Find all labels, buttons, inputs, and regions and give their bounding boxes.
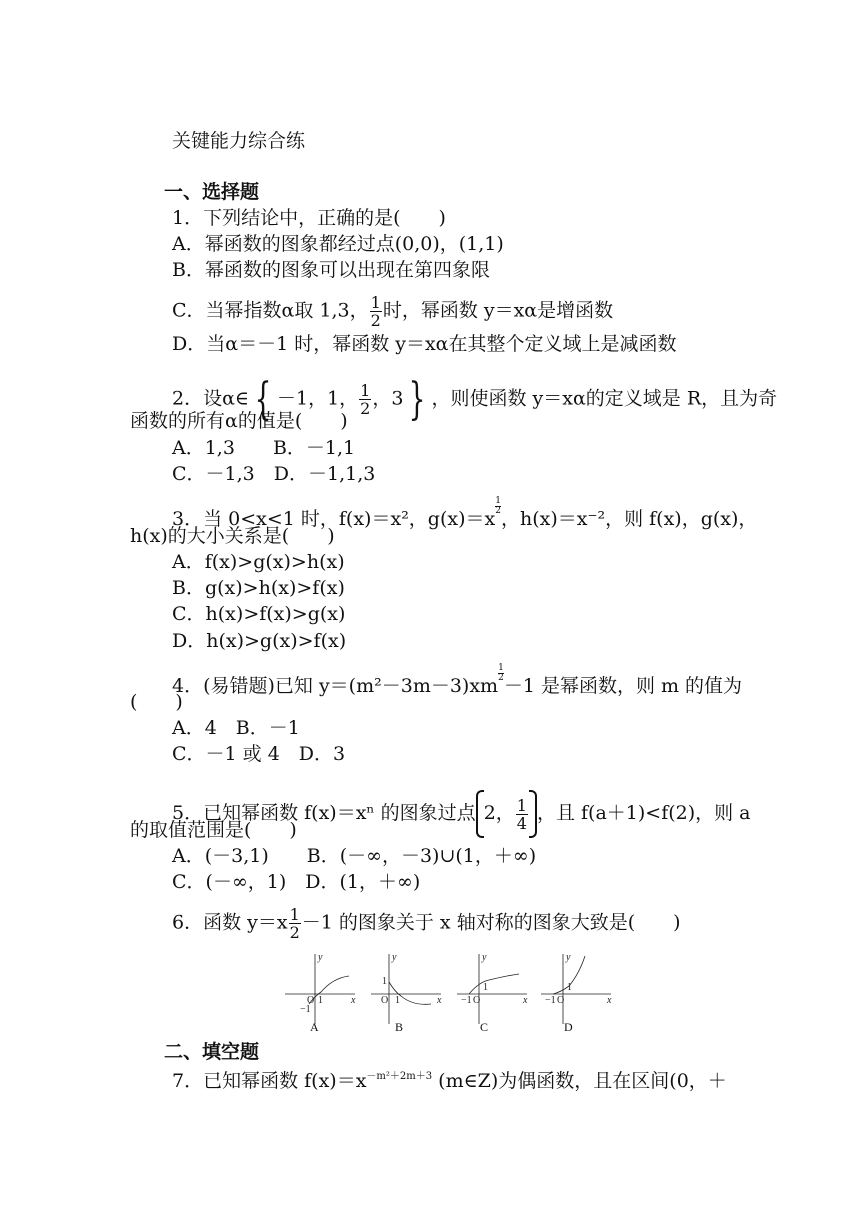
q3-line1-a: 3．当 0<x<1 时，f(x)＝x²，g(x)＝x <box>172 508 496 530</box>
q7-pre: 7．已知幂函数 f(x)＝x <box>172 1070 367 1092</box>
q4-line1-b: －1 是幂函数，则 m 的值为 <box>503 675 743 697</box>
axis-label: x <box>607 995 612 1006</box>
q5-point: 2， <box>483 802 515 824</box>
q4-options-cd: C．－1 或 4 D．3 <box>172 743 346 765</box>
q5-line2: 的取值范围是( ) <box>130 819 297 841</box>
frac-num: 1 <box>370 293 381 312</box>
axis-label: −1 <box>300 1004 311 1015</box>
fraction-one-half <box>370 294 382 329</box>
axis-label: −1 <box>545 995 556 1006</box>
q2-set: －1，1， <box>276 387 359 410</box>
q3-option-c: C．h(x)>f(x)>g(x) <box>172 603 346 625</box>
q1-option-d: D．当α＝－1 时，幂函数 y＝xα在其整个定义域上是减函数 <box>172 333 677 355</box>
q5-post: ，且 f(a＋1)<f(2)，则 a <box>536 802 751 824</box>
frac-num: 1 <box>498 663 504 673</box>
axis-label: 1 <box>483 982 488 993</box>
frac-num: 1 <box>289 905 300 924</box>
q7-post: (m∈Z)为偶函数，且在区间(0，＋ <box>438 1070 727 1092</box>
frac-den: 2 <box>498 673 504 683</box>
right-brace-icon: } <box>409 373 426 425</box>
axis-label: O <box>307 995 315 1006</box>
graph-label-a: A <box>310 1020 319 1034</box>
axis-label: y <box>566 952 571 963</box>
q2-set-end: ，3 <box>372 387 404 410</box>
frac-den: 2 <box>360 399 371 418</box>
q1-option-c-pre: C．当幂指数α取 1,3， <box>172 299 369 322</box>
q3-line2: h(x)的大小关系是( ) <box>130 525 335 547</box>
frac-num: 1 <box>360 381 371 400</box>
q3-option-a: A．f(x)>g(x)>h(x) <box>172 551 345 573</box>
q4-options-ab: A．4 B．－1 <box>172 717 300 739</box>
q5-options-cd: C．(－∞，1) D．(1，＋∞) <box>172 871 421 893</box>
q3-line1-b: ，h(x)＝x⁻²，则 f(x)，g(x)， <box>500 508 758 530</box>
q2-pre: 2．设α∈ <box>172 387 249 410</box>
q6-stem <box>172 906 681 941</box>
section-heading-fill: 二、填空题 <box>164 1041 260 1063</box>
q1-option-b: B．幂函数的图象可以出现在第四象限 <box>172 259 490 281</box>
q1-option-c-post: 时，幂函数 y＝xα是增函数 <box>382 299 614 322</box>
q5-pre: 5．已知幂函数 f(x)＝xⁿ 的图象过点 <box>172 802 476 824</box>
q4-line2: ( ) <box>130 691 183 713</box>
left-paren-icon <box>476 790 484 838</box>
left-brace-icon: { <box>254 373 272 425</box>
q1-option-a: A．幂函数的图象都经过点(0,0)，(1,1) <box>172 233 504 255</box>
axis-label: 1 <box>567 982 572 993</box>
fraction-one-half <box>289 906 301 941</box>
q2-options-cd: C．－1,3 D．－1,1,3 <box>172 463 376 485</box>
axis-label: x <box>437 995 442 1006</box>
q7-line1 <box>172 1069 727 1093</box>
fraction-one-half <box>359 382 371 417</box>
axis-label: y <box>392 952 397 963</box>
section-heading-choice: 一、选择题 <box>164 181 260 203</box>
axis-label: O <box>557 995 565 1006</box>
right-paren-icon <box>529 790 537 838</box>
q6-answer-graphs <box>283 948 623 1036</box>
q4-line1 <box>172 664 742 698</box>
q7-exponent: －m²＋2m＋3 <box>366 1071 433 1082</box>
graph-label-c: C <box>480 1020 489 1034</box>
fraction-one-quarter <box>516 797 528 832</box>
axis-label: x <box>523 995 528 1006</box>
q4-line1-a: 4．(易错题)已知 y＝(m²－3m－3)xm <box>172 675 499 697</box>
axis-label: 1 <box>395 995 400 1006</box>
axis-label: 1 <box>382 976 387 987</box>
q6-post: －1 的图象关于 x 轴对称的图象大致是( ) <box>301 911 681 934</box>
q2-options-ab: A．1,3 B．－1,1 <box>172 437 356 459</box>
graph-label-b: B <box>395 1020 404 1034</box>
q1-stem: 1．下列结论中，正确的是( ) <box>172 207 446 229</box>
frac-den: 2 <box>370 311 381 330</box>
frac-num: 1 <box>516 795 527 815</box>
axis-label: O <box>473 995 481 1006</box>
q3-option-d: D．h(x)>g(x)>f(x) <box>172 630 347 652</box>
axis-label: x <box>351 995 356 1006</box>
axis-label: O <box>381 995 389 1006</box>
axis-label: −1 <box>461 995 472 1006</box>
axis-label: y <box>482 952 487 963</box>
q2-post: ，则使函数 y＝xα的定义域是 R，且为奇 <box>431 387 778 410</box>
q3-option-b: B．g(x)>h(x)>f(x) <box>172 577 345 599</box>
frac-num: 1 <box>495 496 501 506</box>
axis-label: y <box>318 952 323 963</box>
frac-den: 2 <box>289 923 300 942</box>
frac-den: 4 <box>516 813 527 833</box>
axis-label: 1 <box>318 995 323 1006</box>
frac-den: 2 <box>495 506 501 516</box>
q6-pre: 6．函数 y＝x <box>172 911 288 934</box>
graph-label-d: D <box>564 1020 573 1034</box>
q5-options-ab: A．(－3,1) B．(－∞，－3)∪(1，＋∞) <box>172 845 537 867</box>
graph-c-curve <box>469 974 519 994</box>
page-title: 关键能力综合练 <box>172 130 306 152</box>
q2-line2: 函数的所有α的值是( ) <box>130 410 348 432</box>
q1-option-c <box>172 294 613 329</box>
